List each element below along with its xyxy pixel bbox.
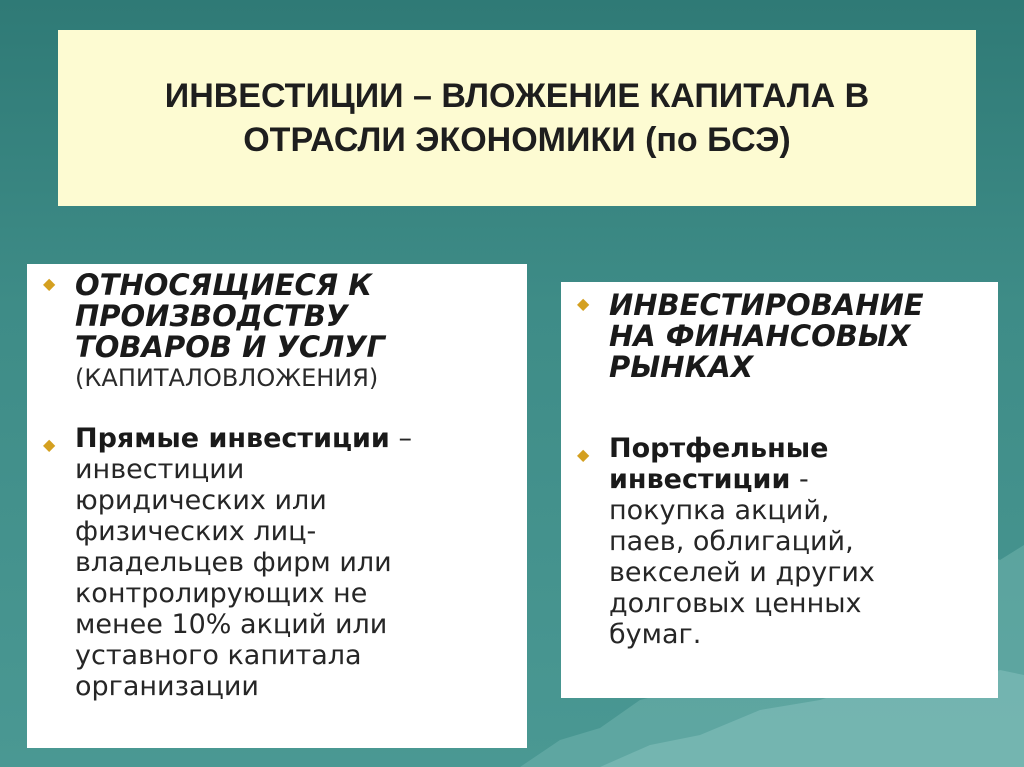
right-heading-line-3: РЫНКАХ [609, 350, 754, 384]
diamond-bullet-icon: ◆ [577, 294, 590, 313]
left-definition-line: владельцев фирм или [75, 547, 392, 578]
left-definition-line: организации [75, 671, 259, 702]
left-panel [27, 264, 527, 748]
left-heading-line-2: ПРОИЗВОДСТВУ [75, 299, 349, 333]
diamond-bullet-icon: ◆ [577, 445, 590, 464]
right-definition-line: долговых ценных [609, 588, 862, 619]
left-heading-item [27, 270, 527, 393]
right-definition-line: бумаг. [609, 619, 702, 650]
diamond-bullet-icon: ◆ [43, 435, 56, 454]
left-definition-line: юридических или [75, 485, 327, 516]
left-definition-line: уставного капитала [75, 640, 362, 671]
left-definition-item [27, 423, 527, 702]
right-heading-line-2: НА ФИНАНСОВЫХ [609, 319, 911, 353]
right-definition-line: паев, облигаций, [609, 526, 854, 557]
right-panel [561, 282, 998, 698]
right-heading-line-1: ИНВЕСТИРОВАНИЕ [609, 288, 924, 322]
right-definition-line: векселей и других [609, 557, 875, 588]
left-term: Прямые инвестиции [75, 423, 390, 454]
title-line-2: ОТРАСЛИ ЭКОНОМИКИ (по БСЭ) [243, 121, 791, 159]
right-definition-item [561, 433, 998, 650]
left-definition-line: контролирующих не [75, 578, 368, 609]
right-heading-item [561, 290, 998, 383]
right-term-line-1: Портфельные [609, 433, 829, 464]
left-definition-line: менее 10% акций или [75, 609, 388, 640]
left-heading-line-1: ОТНОСЯЩИЕСЯ К [75, 268, 372, 302]
left-definition-line: инвестиции [75, 454, 245, 485]
right-dash: - [790, 464, 809, 495]
left-heading-line-3: ТОВАРОВ И УСЛУГ [75, 330, 386, 364]
right-term-line-2: инвестиции [609, 464, 791, 495]
left-subheading: (КАПИТАЛОВЛОЖЕНИЯ) [75, 364, 379, 392]
left-definition-line: физических лиц- [75, 516, 317, 547]
title-box [58, 30, 976, 206]
right-definition-line: покупка акций, [609, 495, 830, 526]
diamond-bullet-icon: ◆ [43, 274, 56, 293]
title-line-1: ИНВЕСТИЦИИ – ВЛОЖЕНИЕ КАПИТАЛА В [164, 77, 870, 115]
left-dash: – [389, 423, 412, 454]
slide-title [127, 74, 907, 162]
